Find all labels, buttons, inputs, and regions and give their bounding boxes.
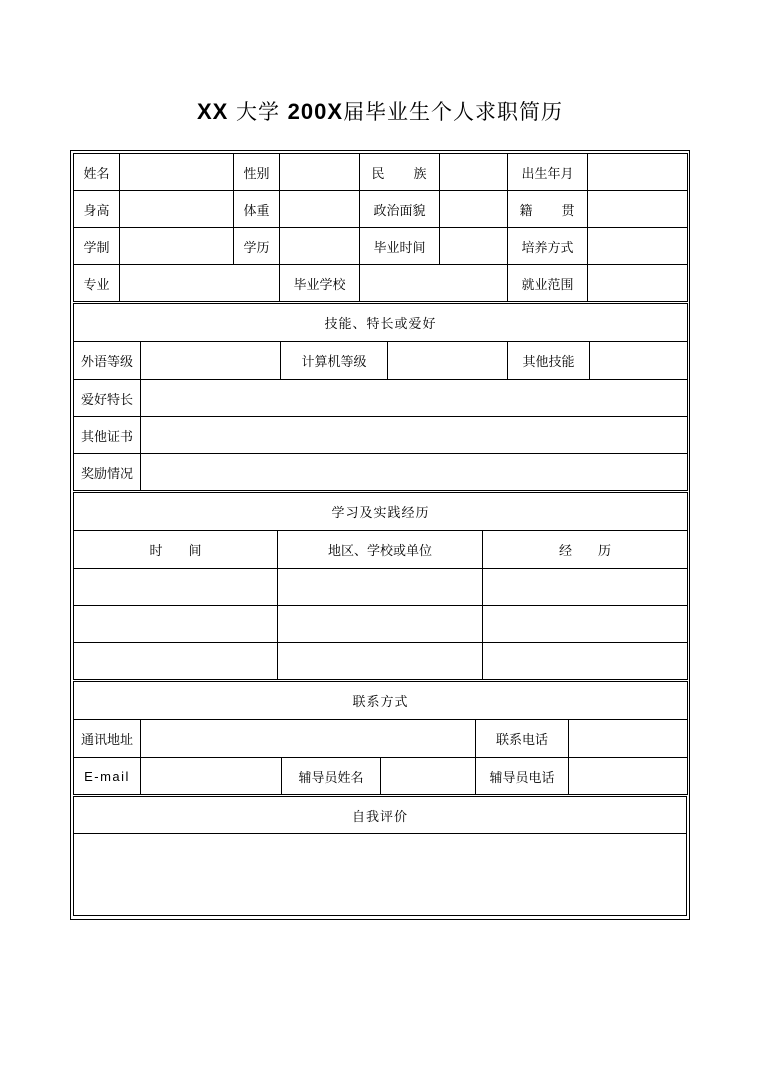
label-computer-level: 计算机等级 bbox=[281, 342, 388, 380]
title-year: 200X bbox=[287, 99, 344, 124]
table-row bbox=[74, 304, 688, 342]
table-row bbox=[74, 191, 688, 228]
label-address: 通讯地址 bbox=[74, 720, 141, 758]
field-other-skills[interactable] bbox=[590, 342, 688, 380]
title-university: 大学 bbox=[235, 100, 280, 124]
label-native-place: 籍 贯 bbox=[508, 191, 588, 228]
field-degree[interactable] bbox=[280, 228, 360, 265]
field-email[interactable] bbox=[141, 758, 282, 795]
label-awards: 奖励情况 bbox=[74, 454, 141, 491]
table-row bbox=[74, 454, 688, 491]
field-ethnicity[interactable] bbox=[440, 154, 508, 191]
section-header-self-evaluation: 自我评价 bbox=[74, 797, 687, 834]
field-computer-level[interactable] bbox=[388, 342, 508, 380]
field-employment-scope[interactable] bbox=[588, 265, 688, 302]
label-ethnicity: 民 族 bbox=[360, 154, 440, 191]
field-experience[interactable] bbox=[483, 643, 688, 680]
table-row bbox=[74, 342, 688, 380]
table-row bbox=[74, 493, 688, 531]
field-experience[interactable] bbox=[483, 569, 688, 606]
table-row bbox=[74, 569, 688, 606]
column-header-place: 地区、学校或单位 bbox=[278, 531, 483, 569]
label-certificates: 其他证书 bbox=[74, 417, 141, 454]
table-row bbox=[74, 758, 688, 795]
field-counselor-name[interactable] bbox=[381, 758, 476, 795]
basic-info-table bbox=[73, 153, 688, 302]
self-evaluation-table bbox=[73, 796, 687, 916]
table-row bbox=[74, 228, 688, 265]
page-title bbox=[0, 96, 760, 126]
section-header-contact: 联系方式 bbox=[74, 682, 688, 720]
table-row bbox=[74, 531, 688, 569]
label-school: 毕业学校 bbox=[280, 265, 360, 302]
field-hobbies[interactable] bbox=[141, 380, 688, 417]
label-training-mode: 培养方式 bbox=[508, 228, 588, 265]
field-self-evaluation[interactable] bbox=[74, 834, 687, 916]
label-major: 专业 bbox=[74, 265, 120, 302]
label-weight: 体重 bbox=[234, 191, 280, 228]
label-graduation-time: 毕业时间 bbox=[360, 228, 440, 265]
field-phone[interactable] bbox=[569, 720, 688, 758]
field-native-place[interactable] bbox=[588, 191, 688, 228]
field-time[interactable] bbox=[74, 606, 278, 643]
label-counselor-phone: 辅导员电话 bbox=[476, 758, 569, 795]
table-row bbox=[74, 682, 688, 720]
field-counselor-phone[interactable] bbox=[569, 758, 688, 795]
table-row bbox=[74, 265, 688, 302]
field-certificates[interactable] bbox=[141, 417, 688, 454]
field-school[interactable] bbox=[360, 265, 508, 302]
field-awards[interactable] bbox=[141, 454, 688, 491]
field-name[interactable] bbox=[120, 154, 234, 191]
label-hobbies: 爱好特长 bbox=[74, 380, 141, 417]
field-address[interactable] bbox=[141, 720, 476, 758]
field-birth-date[interactable] bbox=[588, 154, 688, 191]
column-header-time: 时 间 bbox=[74, 531, 278, 569]
label-email: E-mail bbox=[74, 758, 141, 795]
field-time[interactable] bbox=[74, 643, 278, 680]
label-political-status: 政治面貌 bbox=[360, 191, 440, 228]
label-foreign-language: 外语等级 bbox=[74, 342, 141, 380]
table-row bbox=[74, 643, 688, 680]
title-prefix: XX bbox=[196, 99, 229, 124]
table-row bbox=[74, 606, 688, 643]
label-name: 姓名 bbox=[74, 154, 120, 191]
experience-table bbox=[73, 492, 688, 680]
label-other-skills: 其他技能 bbox=[508, 342, 590, 380]
field-weight[interactable] bbox=[280, 191, 360, 228]
field-duration[interactable] bbox=[120, 228, 234, 265]
field-gender[interactable] bbox=[280, 154, 360, 191]
contact-table bbox=[73, 681, 688, 795]
field-major[interactable] bbox=[120, 265, 280, 302]
section-header-skills: 技能、特长或爱好 bbox=[74, 304, 688, 342]
label-duration: 学制 bbox=[74, 228, 120, 265]
label-height: 身高 bbox=[74, 191, 120, 228]
table-row bbox=[74, 380, 688, 417]
field-graduation-time[interactable] bbox=[440, 228, 508, 265]
field-political-status[interactable] bbox=[440, 191, 508, 228]
label-counselor-name: 辅导员姓名 bbox=[282, 758, 381, 795]
field-training-mode[interactable] bbox=[588, 228, 688, 265]
field-place[interactable] bbox=[278, 569, 483, 606]
label-phone: 联系电话 bbox=[476, 720, 569, 758]
field-experience[interactable] bbox=[483, 606, 688, 643]
table-row bbox=[74, 834, 687, 916]
table-row bbox=[74, 720, 688, 758]
table-row bbox=[74, 154, 688, 191]
section-header-experience: 学习及实践经历 bbox=[74, 493, 688, 531]
label-gender: 性别 bbox=[234, 154, 280, 191]
label-employment-scope: 就业范围 bbox=[508, 265, 588, 302]
field-foreign-language[interactable] bbox=[141, 342, 281, 380]
field-place[interactable] bbox=[278, 643, 483, 680]
field-place[interactable] bbox=[278, 606, 483, 643]
column-header-experience: 经 历 bbox=[483, 531, 688, 569]
label-birth-date: 出生年月 bbox=[508, 154, 588, 191]
table-row bbox=[74, 797, 687, 834]
field-time[interactable] bbox=[74, 569, 278, 606]
table-row bbox=[74, 417, 688, 454]
field-height[interactable] bbox=[120, 191, 234, 228]
label-degree: 学历 bbox=[234, 228, 280, 265]
title-rest: 届毕业生个人求职简历 bbox=[343, 100, 564, 124]
skills-table bbox=[73, 303, 688, 491]
